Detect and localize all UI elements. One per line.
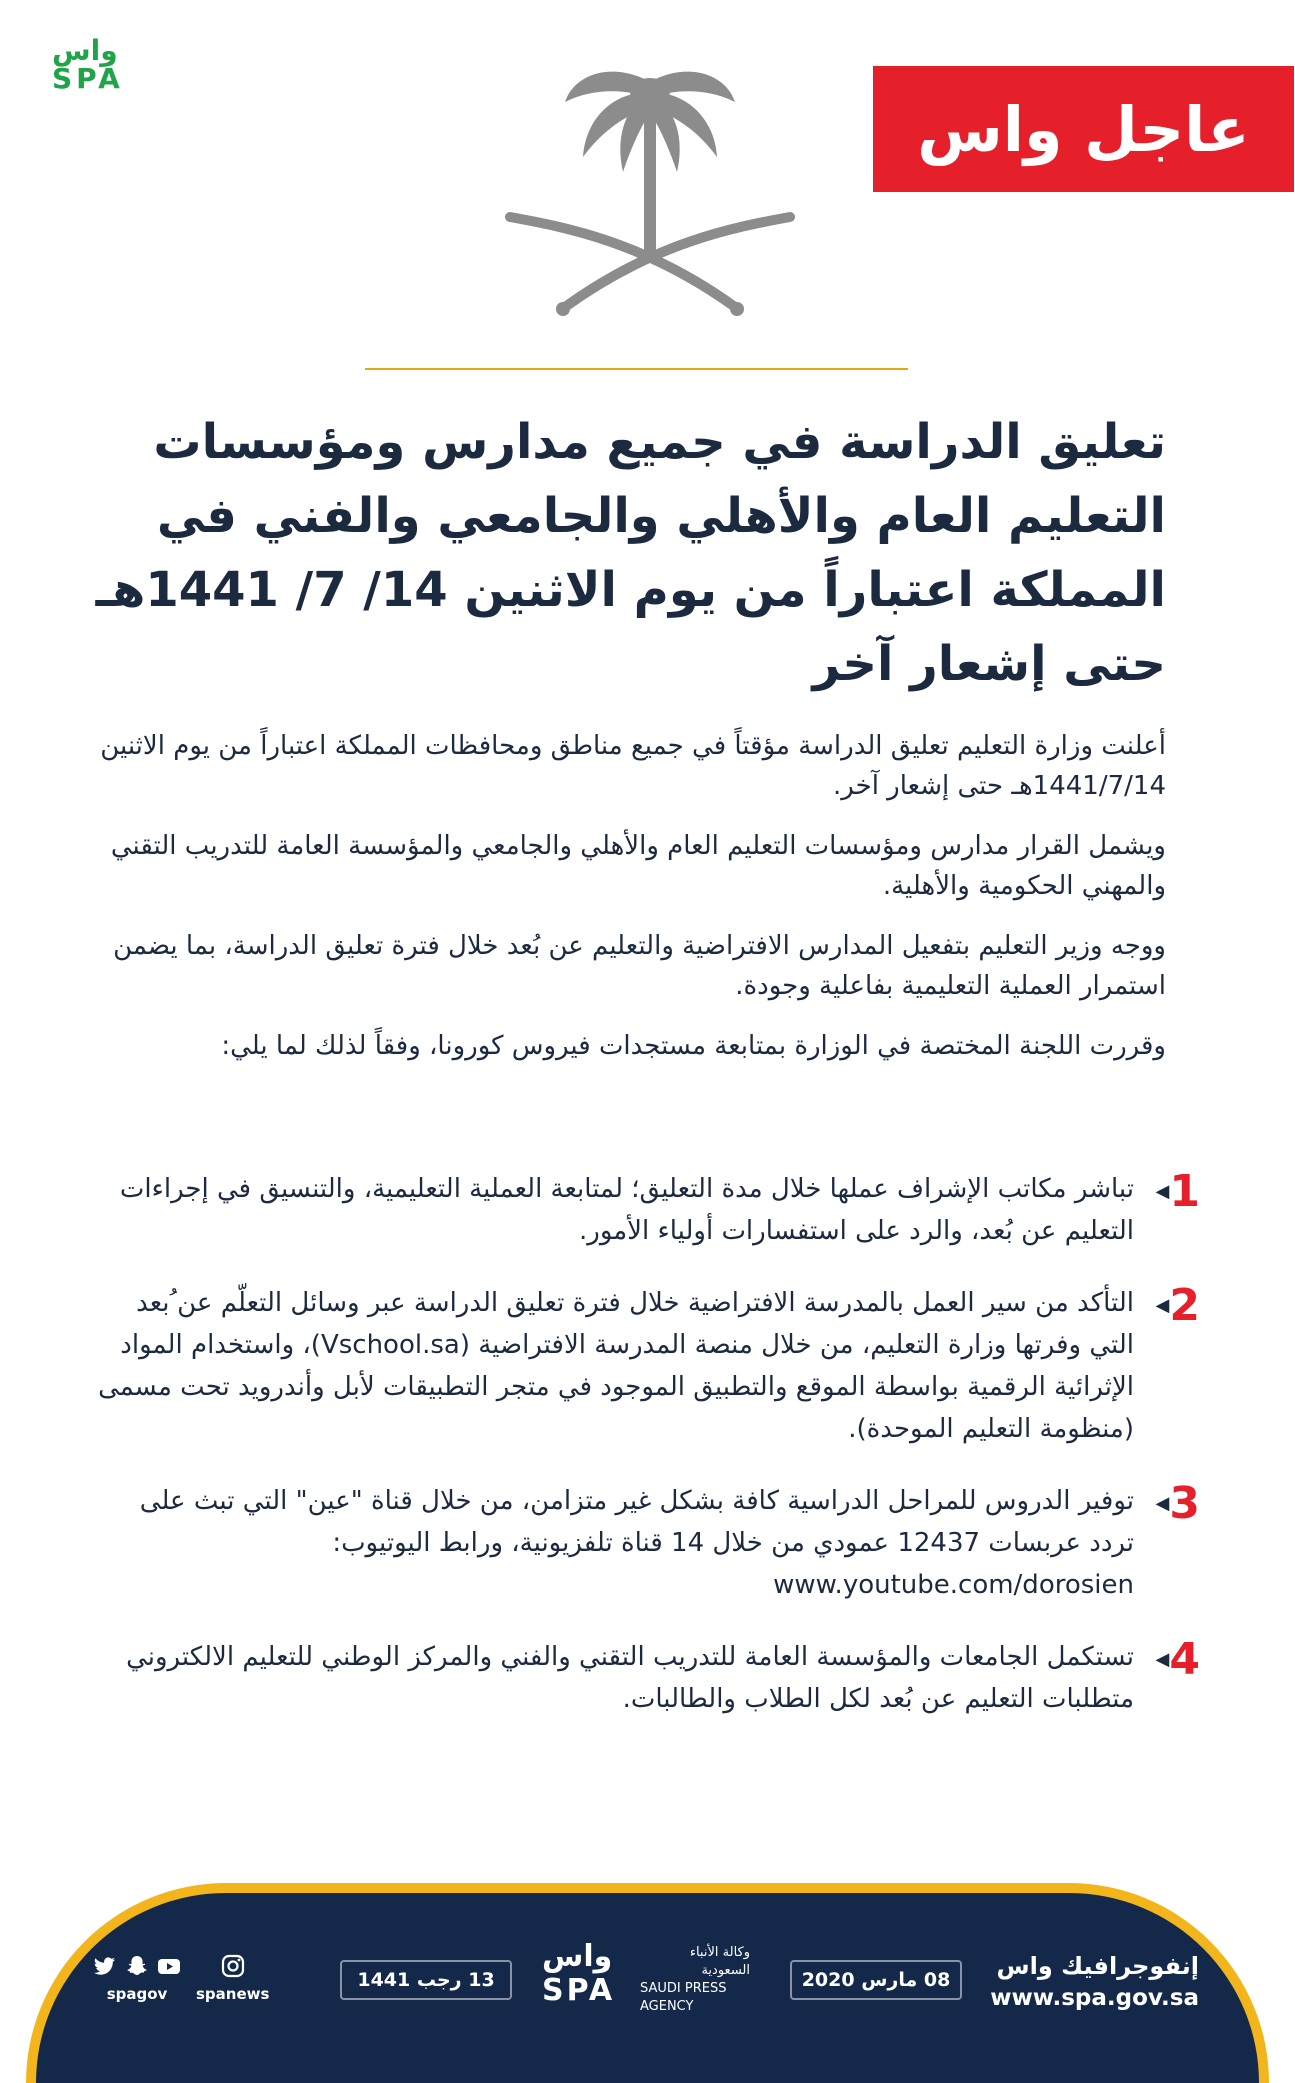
item-number bbox=[1134, 1166, 1200, 1217]
footer-gregorian-date: 08 مارس 2020 bbox=[790, 1960, 962, 2000]
youtube-icon[interactable] bbox=[156, 1953, 182, 1979]
footer-spa-mark bbox=[542, 1940, 615, 2008]
intro bbox=[98, 726, 1166, 1086]
snapchat-icon[interactable] bbox=[124, 1953, 150, 1979]
agency-ar-line-2: السعودية bbox=[701, 1963, 750, 1978]
item-number-value: 2 bbox=[1169, 1280, 1200, 1331]
spa-logo bbox=[52, 34, 152, 95]
footer-brand-title: إنفوجرافيك واس bbox=[996, 1952, 1199, 1980]
intro-paragraph: ووجه وزير التعليم بتفعيل المدارس الافتراضية والتعليم عن بُعد خلال فترة تعليق الدراسة، بما يضمن استمرار العملية التعليمية بفاعلية وجودة. bbox=[113, 931, 1166, 1001]
item-number bbox=[1134, 1280, 1200, 1331]
footer-spa-logo bbox=[542, 1940, 754, 2020]
item-number bbox=[1134, 1478, 1200, 1529]
item-number-value: 1 bbox=[1169, 1166, 1200, 1217]
item-text: تستكمل الجامعات والمؤسسة العامة للتدريب التقني والفني والمركز الوطني للتعليم الالكتروني متطلبات التعليم عن بُعد لكل الطلاب والطالبات. bbox=[126, 1642, 1134, 1714]
list-item bbox=[90, 1636, 1200, 1720]
arrow-left-icon: ◀ bbox=[1155, 1181, 1170, 1202]
headline: تعليق الدراسة في جميع مدارس ومؤسسات التعليم العام والأهلي والجامعي والفني في المملكة اعتباراً من يوم الاثنين 14/ 7/ 1441هـ حتى إشعار آخر bbox=[95, 414, 1166, 692]
social-handle: spagov bbox=[106, 1985, 168, 2003]
list-item bbox=[90, 1168, 1200, 1252]
twitter-icon[interactable] bbox=[92, 1953, 118, 1979]
intro-paragraph: ويشمل القرار مدارس ومؤسسات التعليم العام والأهلي والجامعي والمؤسسة العامة للتدريب التقني والمهني الحكومية والأهلية. bbox=[110, 831, 1166, 901]
footer-spa-mark-top: واس bbox=[542, 1939, 613, 1974]
social-spagov[interactable] bbox=[92, 1953, 182, 2003]
spa-logo-word: SPA bbox=[52, 62, 124, 95]
intro-paragraph: أعلنت وزارة التعليم تعليق الدراسة مؤقتاً في جميع مناطق ومحافظات المملكة اعتباراً من يوم الاثنين 1441/7/14هـ حتى إشعار آخر. bbox=[100, 731, 1166, 801]
item-number bbox=[1134, 1634, 1200, 1685]
item-number-value: 4 bbox=[1169, 1634, 1200, 1685]
item-text: التأكد من سير العمل بالمدرسة الافتراضية خلال فترة تعليق الدراسة عبر وسائل التعلّم عن ُبعد التي وفرتها وزارة التعليم، من خلال منصة المدرسة الافتراضية (Vschool.sa)، واستخدام المواد الإثرائية الرقمية بواسطة الموقع والتطبيق الموجود في متجر التطبيقات لأبل وأندرويد تحت مسمى (منظومة التعليم الموحدة). bbox=[98, 1288, 1134, 1444]
palm-swords-emblem-icon bbox=[505, 52, 795, 346]
item-number-value: 3 bbox=[1169, 1478, 1200, 1529]
social-spanews[interactable] bbox=[196, 1953, 269, 2003]
agency-en-line-2: AGENCY bbox=[640, 1999, 694, 2014]
agency-en-line-1: SAUDI PRESS bbox=[640, 1981, 727, 1996]
numbered-list bbox=[90, 1168, 1200, 1750]
list-item bbox=[90, 1480, 1200, 1606]
social-handle: spanews bbox=[196, 1985, 270, 2003]
divider bbox=[365, 368, 908, 370]
intro-paragraph: وقررت اللجنة المختصة في الوزارة بمتابعة مستجدات فيروس كورونا، وفقاً لذلك لما يلي: bbox=[221, 1031, 1166, 1061]
item-text: توفير الدروس للمراحل الدراسية كافة بشكل غير متزامن، من خلال قناة "عين" التي تبث على تردد عربسات 12437 عمودي من خلال 14 قناة تلفزيونية، ورابط اليوتيوب: www.youtube.com/dorosien bbox=[139, 1486, 1134, 1600]
footer-spa-mark-bottom: SPA bbox=[542, 1973, 616, 2008]
item-text: تباشر مكاتب الإشراف عملها خلال مدة التعليق؛ لمتابعة العملية التعليمية، والتنسيق في إجراءات التعليم عن بُعد، والرد على استفسارات أولياء الأمور. bbox=[119, 1174, 1134, 1246]
footer-brand bbox=[990, 1950, 1199, 2014]
agency-ar-line-1: وكالة الأنباء bbox=[689, 1945, 750, 1960]
instagram-icon[interactable] bbox=[220, 1953, 246, 1979]
spa-logo-mark: واس bbox=[52, 34, 118, 67]
urgent-banner: عاجل واس bbox=[873, 66, 1294, 192]
arrow-left-icon: ◀ bbox=[1155, 1649, 1170, 1670]
footer-agency-name bbox=[640, 1944, 750, 2016]
footer-brand-url[interactable]: www.spa.gov.sa bbox=[990, 1985, 1199, 2011]
arrow-left-icon: ◀ bbox=[1155, 1295, 1170, 1316]
list-item bbox=[90, 1282, 1200, 1450]
arrow-left-icon: ◀ bbox=[1155, 1493, 1170, 1514]
footer-hijri-date: 13 رجب 1441 bbox=[340, 1960, 512, 2000]
